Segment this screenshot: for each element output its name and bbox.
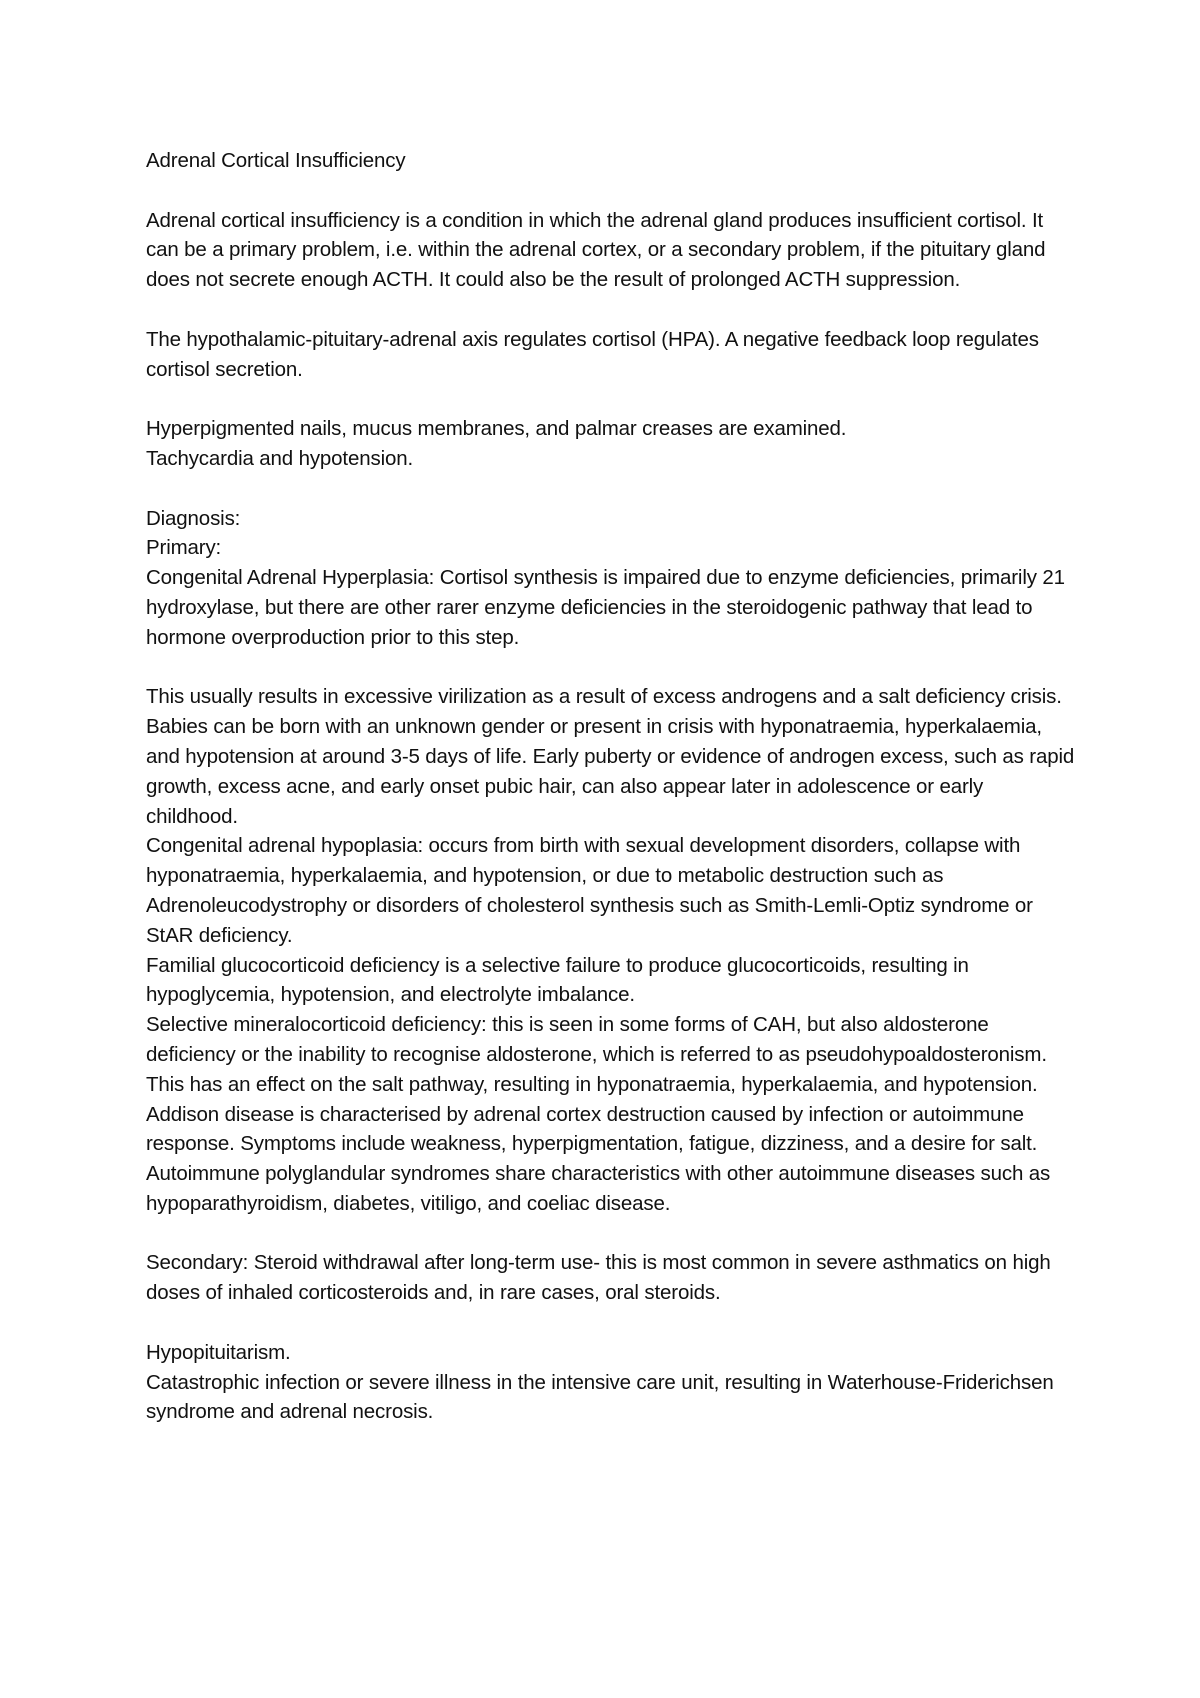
paragraph-autoimmune: Autoimmune polyglandular syndromes share characteristics with other autoimmune diseases such as hypoparathyroidism, diabetes, vitiligo, and coeliac disease. xyxy=(146,1162,1051,1215)
paragraph-spacer xyxy=(146,295,1076,325)
paragraph-spacer xyxy=(146,1308,1076,1338)
document-title: Adrenal Cortical Insufficiency xyxy=(146,149,406,172)
paragraph-exam: Hyperpigmented nails, mucus membranes, and palmar creases are examined. xyxy=(146,417,847,441)
primary-heading: Primary: xyxy=(146,536,222,560)
paragraph-addison: Addison disease is characterised by adrenal cortex destruction caused by infection or autoimmune response. Symptoms include weakness, hyperpigmentation, fatigue, dizziness, and a desire for salt. xyxy=(146,1102,1038,1156)
diagnosis-heading: Diagnosis: xyxy=(146,506,241,530)
paragraph-virilization: This usually results in excessive virilization as a result of excess androgens and a salt deficiency crisis. Babies can be born with an unknown gender or present in crisis with hyponatraemia, hyperkalaemia, and hypotension at around 3-5 days of life. Early puberty or evidence of androgen excess, such as rapid growth, excess acne, and early onset pubic hair, can also appear later in adolescence or early childhood. xyxy=(146,685,1075,828)
paragraph-hpa: The hypothalamic-pituitary-adrenal axis regulates cortisol (HPA). A negative feedback loop regulates cortisol secretion. xyxy=(146,327,1039,381)
paragraph-spacer xyxy=(146,384,1076,414)
paragraph-mineralocorticoid: Selective mineralocorticoid deficiency: this is seen in some forms of CAH, but also aldosterone deficiency or the inability to recognise aldosterone, which is referred to as pseudohypoaldosteronism. This has an effect on the salt pathway, resulting in hyponatraemia, hyperkalaemia, and hypotension. xyxy=(146,1013,1047,1096)
paragraph-spacer xyxy=(146,1219,1076,1249)
paragraph-catastrophic: Catastrophic infection or severe illness in the intensive care unit, resulting in Waterhouse-Friderichsen syndrome and adrenal necrosis. xyxy=(146,1370,1054,1424)
paragraph-spacer xyxy=(146,176,1076,206)
paragraph-signs: Tachycardia and hypotension. xyxy=(146,446,414,470)
paragraph-hypopituitarism: Hypopituitarism. xyxy=(146,1340,291,1364)
paragraph-spacer xyxy=(146,653,1076,683)
paragraph-fgd: Familial glucocorticoid deficiency is a selective failure to produce glucocorticoids, resulting in hypoglycemia, hypotension, and electrolyte imbalance. xyxy=(146,953,969,1007)
paragraph-cah: Congenital Adrenal Hyperplasia: Cortisol synthesis is impaired due to enzyme deficiencies, primarily 21 hydroxylase, but there are other rarer enzyme deficiencies in the steroidogenic pathway that lead to hormone overproduction prior to this step. xyxy=(146,566,1065,649)
paragraph-intro: Adrenal cortical insufficiency is a condition in which the adrenal gland produces insufficient cortisol. It can be a primary problem, i.e. within the adrenal cortex, or a secondary problem, if the pituitary gland does not secrete enough ACTH. It could also be the result of prolonged ACTH suppression. xyxy=(146,208,1046,292)
paragraph-spacer xyxy=(146,474,1076,504)
document-body xyxy=(146,146,1076,1427)
paragraph-hypoplasia: Congenital adrenal hypoplasia: occurs from birth with sexual development disorders, collapse with hyponatraemia, hyperkalaemia, and hypotension, or due to metabolic destruction such as Adrenoleucodystrophy or disorders of cholesterol synthesis such as Smith-Lemli-Optiz syndrome or StAR deficiency. xyxy=(146,834,1033,947)
paragraph-secondary: Secondary: Steroid withdrawal after long-term use- this is most common in severe asthmatics on high doses of inhaled corticosteroids and, in rare cases, oral steroids. xyxy=(146,1251,1051,1305)
